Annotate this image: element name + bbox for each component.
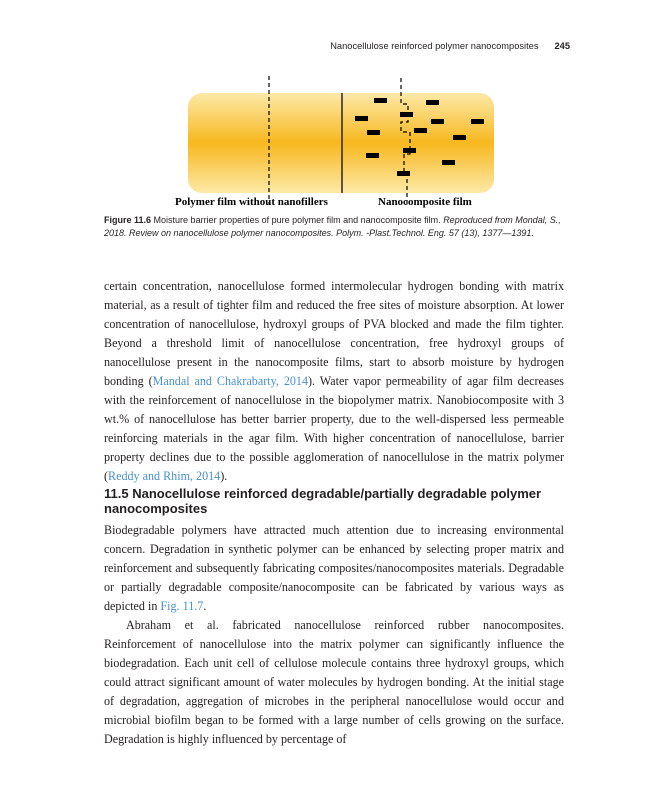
nanofiller [414,128,427,133]
nanofiller [431,119,444,124]
figure-caption [104,214,564,240]
section-heading: 11.5 Nanocellulose reinforced degradable/partially degradable polymer nanocomposites [104,486,542,516]
paragraph [104,521,564,616]
caption-label: Figure 11.6 [104,215,152,225]
nanofiller [453,135,466,140]
nanofiller [400,112,413,117]
citation-link[interactable]: Mandal and Chakrabarty, 2014 [152,374,309,388]
text-run: ). [220,469,228,483]
nanofiller [374,98,387,103]
nanofiller [397,171,410,176]
figure-moisture-barrier [104,76,564,208]
text-run: Biodegradable polymers have attracted much attention due to increasing environmental concern. Degradation in synthetic polymer can be enhanced by selecting proper matrix and reinforcement and subsequently fabricating composites/nanocomposites materials. Degradable or partially degradable composite/nanocomposite can be fabricated by various ways as depicted in [104,523,564,613]
caption-source: Reproduced from Mondal, S., 2018. Review on nanocellulose polymer nanocomposites. Polym. -Plast.Technol. Eng. 57 (13), 1377—1391. [104,215,561,238]
nanofiller [442,160,455,165]
body-paragraph-1 [104,277,564,486]
nanofiller [471,119,484,124]
nanofiller [355,116,368,121]
nanofiller [403,148,416,153]
label-pure-film: Polymer film without nanofillers [175,196,328,208]
figure-link[interactable]: Fig. 11.7 [160,599,204,613]
label-nanocomposite-film: Nanocomposite film [378,196,472,208]
paragraph [104,277,564,486]
running-head [330,41,570,51]
nanofiller [426,100,439,105]
page-number: 245 [554,41,570,51]
citation-link[interactable]: Reddy and Rhim, 2014 [108,469,221,483]
nanofiller [367,130,380,135]
caption-text: Moisture barrier properties of pure polymer film and nanocomposite film. [153,215,441,225]
text-run: ). Water vapor permeability of agar film decreases with the reinforcement of nanocellulose in the biopolymer matrix. Nanobiocomposite with 3 wt.% of nanocellulose has better barrier property, due to the well-dispersed less permeable reinforcing materials in the agar film. With higher concentration of nanocellulose, barrier property declines due to the possible agglomeration of nanocellulose in the matrix polymer ( [104,374,564,483]
body-section-11-5 [104,521,564,749]
pure-film [188,93,342,193]
nanofiller [366,153,379,158]
nanocomposite-film [342,93,494,193]
running-title: Nanocellulose reinforced polymer nanocomposites [330,41,539,51]
text-run: . [203,599,207,613]
paragraph: Abraham et al. fabricated nanocellulose reinforced rubber nanocomposites. Reinforcement of nanocellulose into the matrix polymer can significantly influence the biodegradation. Each unit cell of cellulose molecule contains three hydroxyl groups, which could attract significant amount of water molecules by hydrogen bonding. At the initial stage of degradation, aggregation of microbes in the peripheral nanocellulose would occur and microbial biofilm began to be formed with a large number of cells growing on the surface. Degradation is highly influenced by percentage of [104,618,564,746]
film-diagram [104,76,564,208]
text-run: certain concentration, nanocellulose formed intermolecular hydrogen bonding with matrix material, as a result of tighter film and reduced the free sites of moisture absorption. At lower concentration of nanocellulose, hydroxyl groups of PVA blocked and made the film tighter. Beyond a threshold limit of nanocellulose concentration, free hydroxyl groups of nanocellulose present in the nanocomposite films, start to absorb moisture by hydrogen bonding ( [104,279,564,388]
